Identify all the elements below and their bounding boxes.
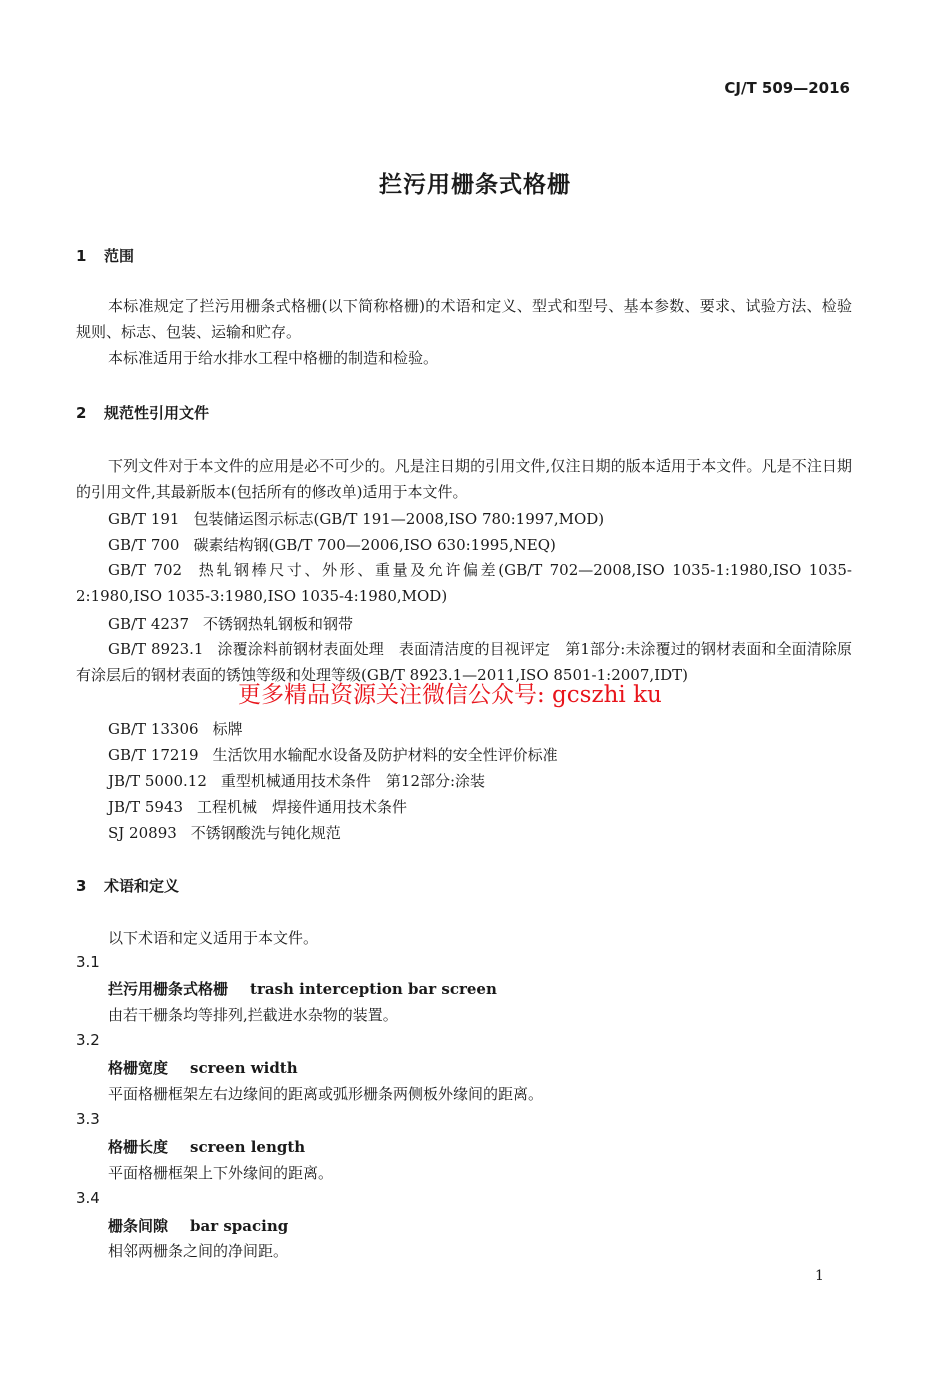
term-en: trash interception bar screen [250, 980, 497, 998]
paragraph: 本标准适用于给水排水工程中格栅的制造和检验。 [108, 349, 439, 367]
reference-text: 标牌 [212, 720, 243, 738]
clause-number: 3.1 [76, 953, 100, 971]
reference-item [108, 534, 556, 555]
reference-text: 碳素结构钢(GB/T 700—2006,ISO 630:1995,NEQ) [193, 536, 556, 554]
reference-text: 生活饮用水输配水设备及防护材料的安全性评价标准 [212, 746, 558, 764]
term-definition: 平面格栅框架左右边缘间的距离或弧形栅条两侧板外缘间的距离。 [108, 1085, 544, 1103]
term-zh: 拦污用栅条式格栅 [108, 980, 229, 998]
clause-number: 3.2 [76, 1031, 100, 1049]
term-definition: 相邻两栅条之间的净间距。 [108, 1242, 289, 1260]
term-zh: 格栅宽度 [108, 1059, 169, 1077]
watermark-text: 更多精品资源关注微信公众号: gcszhi ku [238, 682, 662, 708]
section-title: 范围 [104, 247, 135, 265]
paragraph: 本标准规定了拦污用栅条式格栅(以下简称格栅)的术语和定义、型式和型号、基本参数、要求、试验方法、检验规则、标志、包装、运输和贮存。 [76, 297, 852, 341]
reference-code: JB/T 5943 [108, 798, 184, 816]
reference-text: 不锈钢热轧钢板和钢带 [203, 615, 354, 633]
clause-number: 3.4 [76, 1189, 100, 1207]
reference-item [108, 822, 341, 843]
section-heading [76, 402, 209, 423]
reference-code: GB/T 702 [108, 561, 183, 579]
reference-item [76, 557, 852, 609]
term-definition: 由若干栅条均等排列,拦截进水杂物的装置。 [108, 1006, 398, 1024]
reference-code: GB/T 13306 [108, 720, 199, 738]
term-heading [108, 978, 497, 999]
term-zh: 栅条间隙 [108, 1217, 169, 1235]
reference-code: GB/T 191 [108, 510, 180, 528]
page-number: 1 [815, 1268, 824, 1284]
section-title: 术语和定义 [104, 877, 180, 895]
section-number: 2 [76, 404, 87, 422]
paragraph: 下列文件对于本文件的应用是必不可少的。凡是注日期的引用文件,仅注日期的版本适用于本文件。凡是不注日期的引用文件,其最新版本(包括所有的修改单)适用于本文件。 [76, 457, 852, 501]
reference-item [108, 718, 243, 739]
reference-code: GB/T 700 [108, 536, 180, 554]
term-en: bar spacing [190, 1217, 289, 1235]
reference-item [108, 508, 604, 529]
reference-code: GB/T 17219 [108, 746, 199, 764]
term-en: screen length [190, 1138, 306, 1156]
reference-text: 工程机械 焊接件通用技术条件 [197, 798, 408, 816]
section-number: 3 [76, 877, 87, 895]
reference-code: GB/T 8923.1 [108, 640, 204, 658]
reference-item [108, 613, 353, 634]
section-heading [76, 245, 134, 266]
reference-text: 热轧钢棒尺寸、外形、重量及允许偏差(GB/T 702—2008,ISO 1035-1:1980,ISO 1035-2:1980,ISO 1035-3:1980,ISO 1035-4:1980,MOD) [76, 561, 852, 605]
reference-text: 涂覆涂料前钢材表面处理 表面清洁度的目视评定 第1部分:未涂覆过的钢材表面和全面清除原有涂层后的钢材表面的锈蚀等级和处理等级(GB/T 8923.1—2011,ISO 8501-1:2007,IDT) [76, 640, 852, 684]
reference-text: 包装储运图示标志(GB/T 191—2008,ISO 780:1997,MOD) [193, 510, 605, 528]
standard-code: CJ/T 509—2016 [724, 79, 850, 97]
reference-item [108, 744, 558, 765]
term-en: screen width [190, 1059, 298, 1077]
clause-number: 3.3 [76, 1110, 100, 1128]
term-heading [108, 1136, 305, 1157]
reference-item [108, 770, 485, 791]
reference-code: SJ 20893 [108, 824, 177, 842]
term-zh: 格栅长度 [108, 1138, 169, 1156]
reference-text: 重型机械通用技术条件 第12部分:涂装 [220, 772, 486, 790]
reference-item [108, 796, 407, 817]
section-heading [76, 875, 179, 896]
term-definition: 平面格栅框架上下外缘间的距离。 [108, 1164, 334, 1182]
paragraph: 以下术语和定义适用于本文件。 [108, 929, 319, 947]
section-title: 规范性引用文件 [104, 404, 210, 422]
reference-code: GB/T 4237 [108, 615, 190, 633]
section-number: 1 [76, 247, 87, 265]
reference-code: JB/T 5000.12 [108, 772, 207, 790]
term-heading [108, 1215, 288, 1236]
term-heading [108, 1057, 298, 1078]
document-title: 拦污用栅条式格栅 [379, 172, 571, 198]
reference-text: 不锈钢酸洗与钝化规范 [190, 824, 341, 842]
